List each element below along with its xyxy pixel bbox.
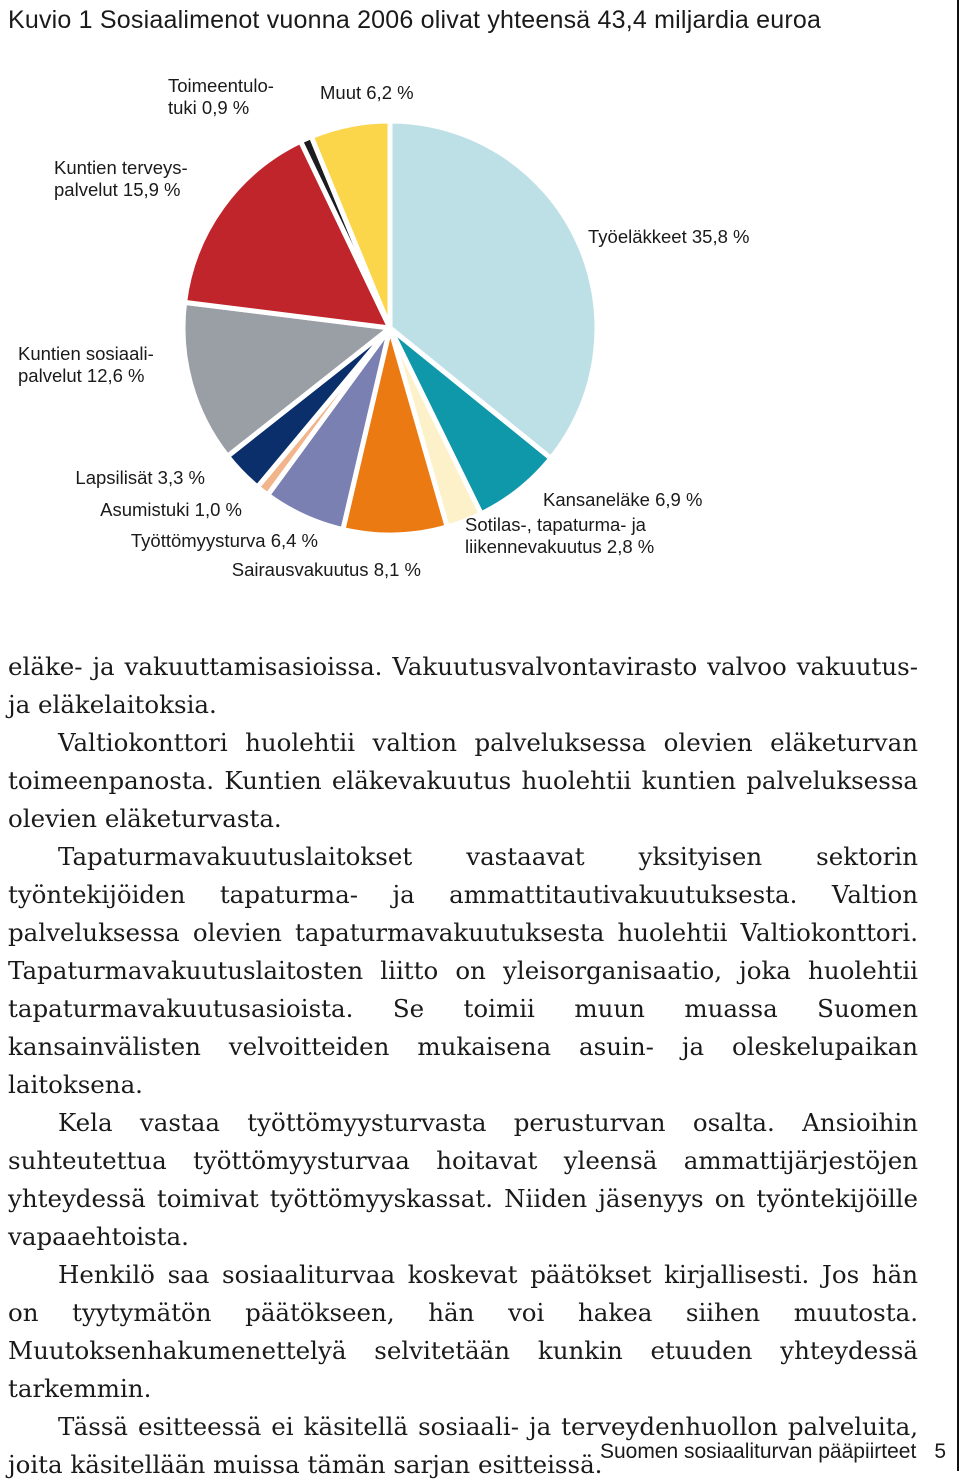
paragraph-3: Tapaturmavakuutuslaitokset vastaavat yksityisen sektorin työntekijöiden tapaturma- ja ammattitautivakuutuksesta. Valtion palveluksessa olevien tapaturmavakuutuksesta huolehtii Valtiokonttori. Tapaturmavakuutuslaitosten liitto on yleisorganisaatio, joka huolehtii tapaturmavakuutusasioista. Se toimii muun muassa Suomen kansainvälisten velvoitteiden mukaisena asuin- ja oleskelupaikan laitoksena. xyxy=(8,842,918,1099)
slice-label: Kuntien sosiaali-palvelut 12,6 % xyxy=(18,343,154,386)
pie-chart xyxy=(0,0,960,600)
paragraph-2: Valtiokonttori huolehtii valtion palveluksessa olevien eläketurvan toimeenpanosta. Kuntien eläkevakuutus huolehtii kuntien palveluksessa olevien eläketurvasta. xyxy=(8,728,918,833)
page-edge-rule xyxy=(957,0,959,1471)
pie-slices xyxy=(183,121,597,535)
slice-label: Työeläkkeet 35,8 % xyxy=(588,226,750,247)
slice-label: Asumistuki 1,0 % xyxy=(100,499,242,520)
page-number: 5 xyxy=(934,1440,946,1463)
figure-title: Kuvio 1 Sosiaalimenot vuonna 2006 olivat yhteensä 43,4 miljardia euroa xyxy=(8,6,822,34)
slice-label: Sotilas-, tapaturma- ja liikennevakuutus 2,8 % xyxy=(465,514,655,557)
paragraph-1: eläke- ja vakuuttamisasioissa. Vakuutusvalvontavirasto valvoo vakuutus- ja eläkelaitoksia. xyxy=(8,652,918,719)
page-footer xyxy=(600,1440,946,1464)
slice-label: Toimeentulo-tuki 0,9 % xyxy=(168,75,274,118)
paragraph-6: Tässä esitteessä ei käsitellä sosiaali- ja terveydenhuollon palveluita, joita käsitellään muissa tämän sarjan esitteissä. xyxy=(8,1412,918,1479)
slice-label: Kansaneläke 6,9 % xyxy=(543,489,703,510)
slice-label: Kuntien terveys-palvelut 15,9 % xyxy=(54,157,188,200)
slice-label: Sairausvakuutus 8,1 % xyxy=(231,559,421,580)
slice-label: Työttömyysturva 6,4 % xyxy=(130,530,318,551)
slice-label: Lapsilisät 3,3 % xyxy=(75,467,205,488)
paragraph-4: Kela vastaa työttömyysturvasta perusturvan osalta. Ansioihin suhteutettua työttömyysturvaa hoitavat yleensä ammattijärjestöjen yhteydessä toimivat työttömyyskassat. Niiden jäsenyys on työntekijöille vapaaehtoista. xyxy=(8,1108,918,1251)
slice-label: Muut 6,2 % xyxy=(320,82,414,103)
paragraph-5: Henkilö saa sosiaaliturvaa koskevat päätökset kirjallisesti. Jos hän on tyytymätön päätökseen, hän voi hakea siihen muutosta. Muutoksenhakumenettelyä selvitetään kunkin etuuden yhteydessä tarkemmin. xyxy=(8,1260,918,1403)
publication-title: Suomen sosiaaliturvan pääpiirteet xyxy=(599,1440,917,1463)
body-text xyxy=(8,648,918,1484)
